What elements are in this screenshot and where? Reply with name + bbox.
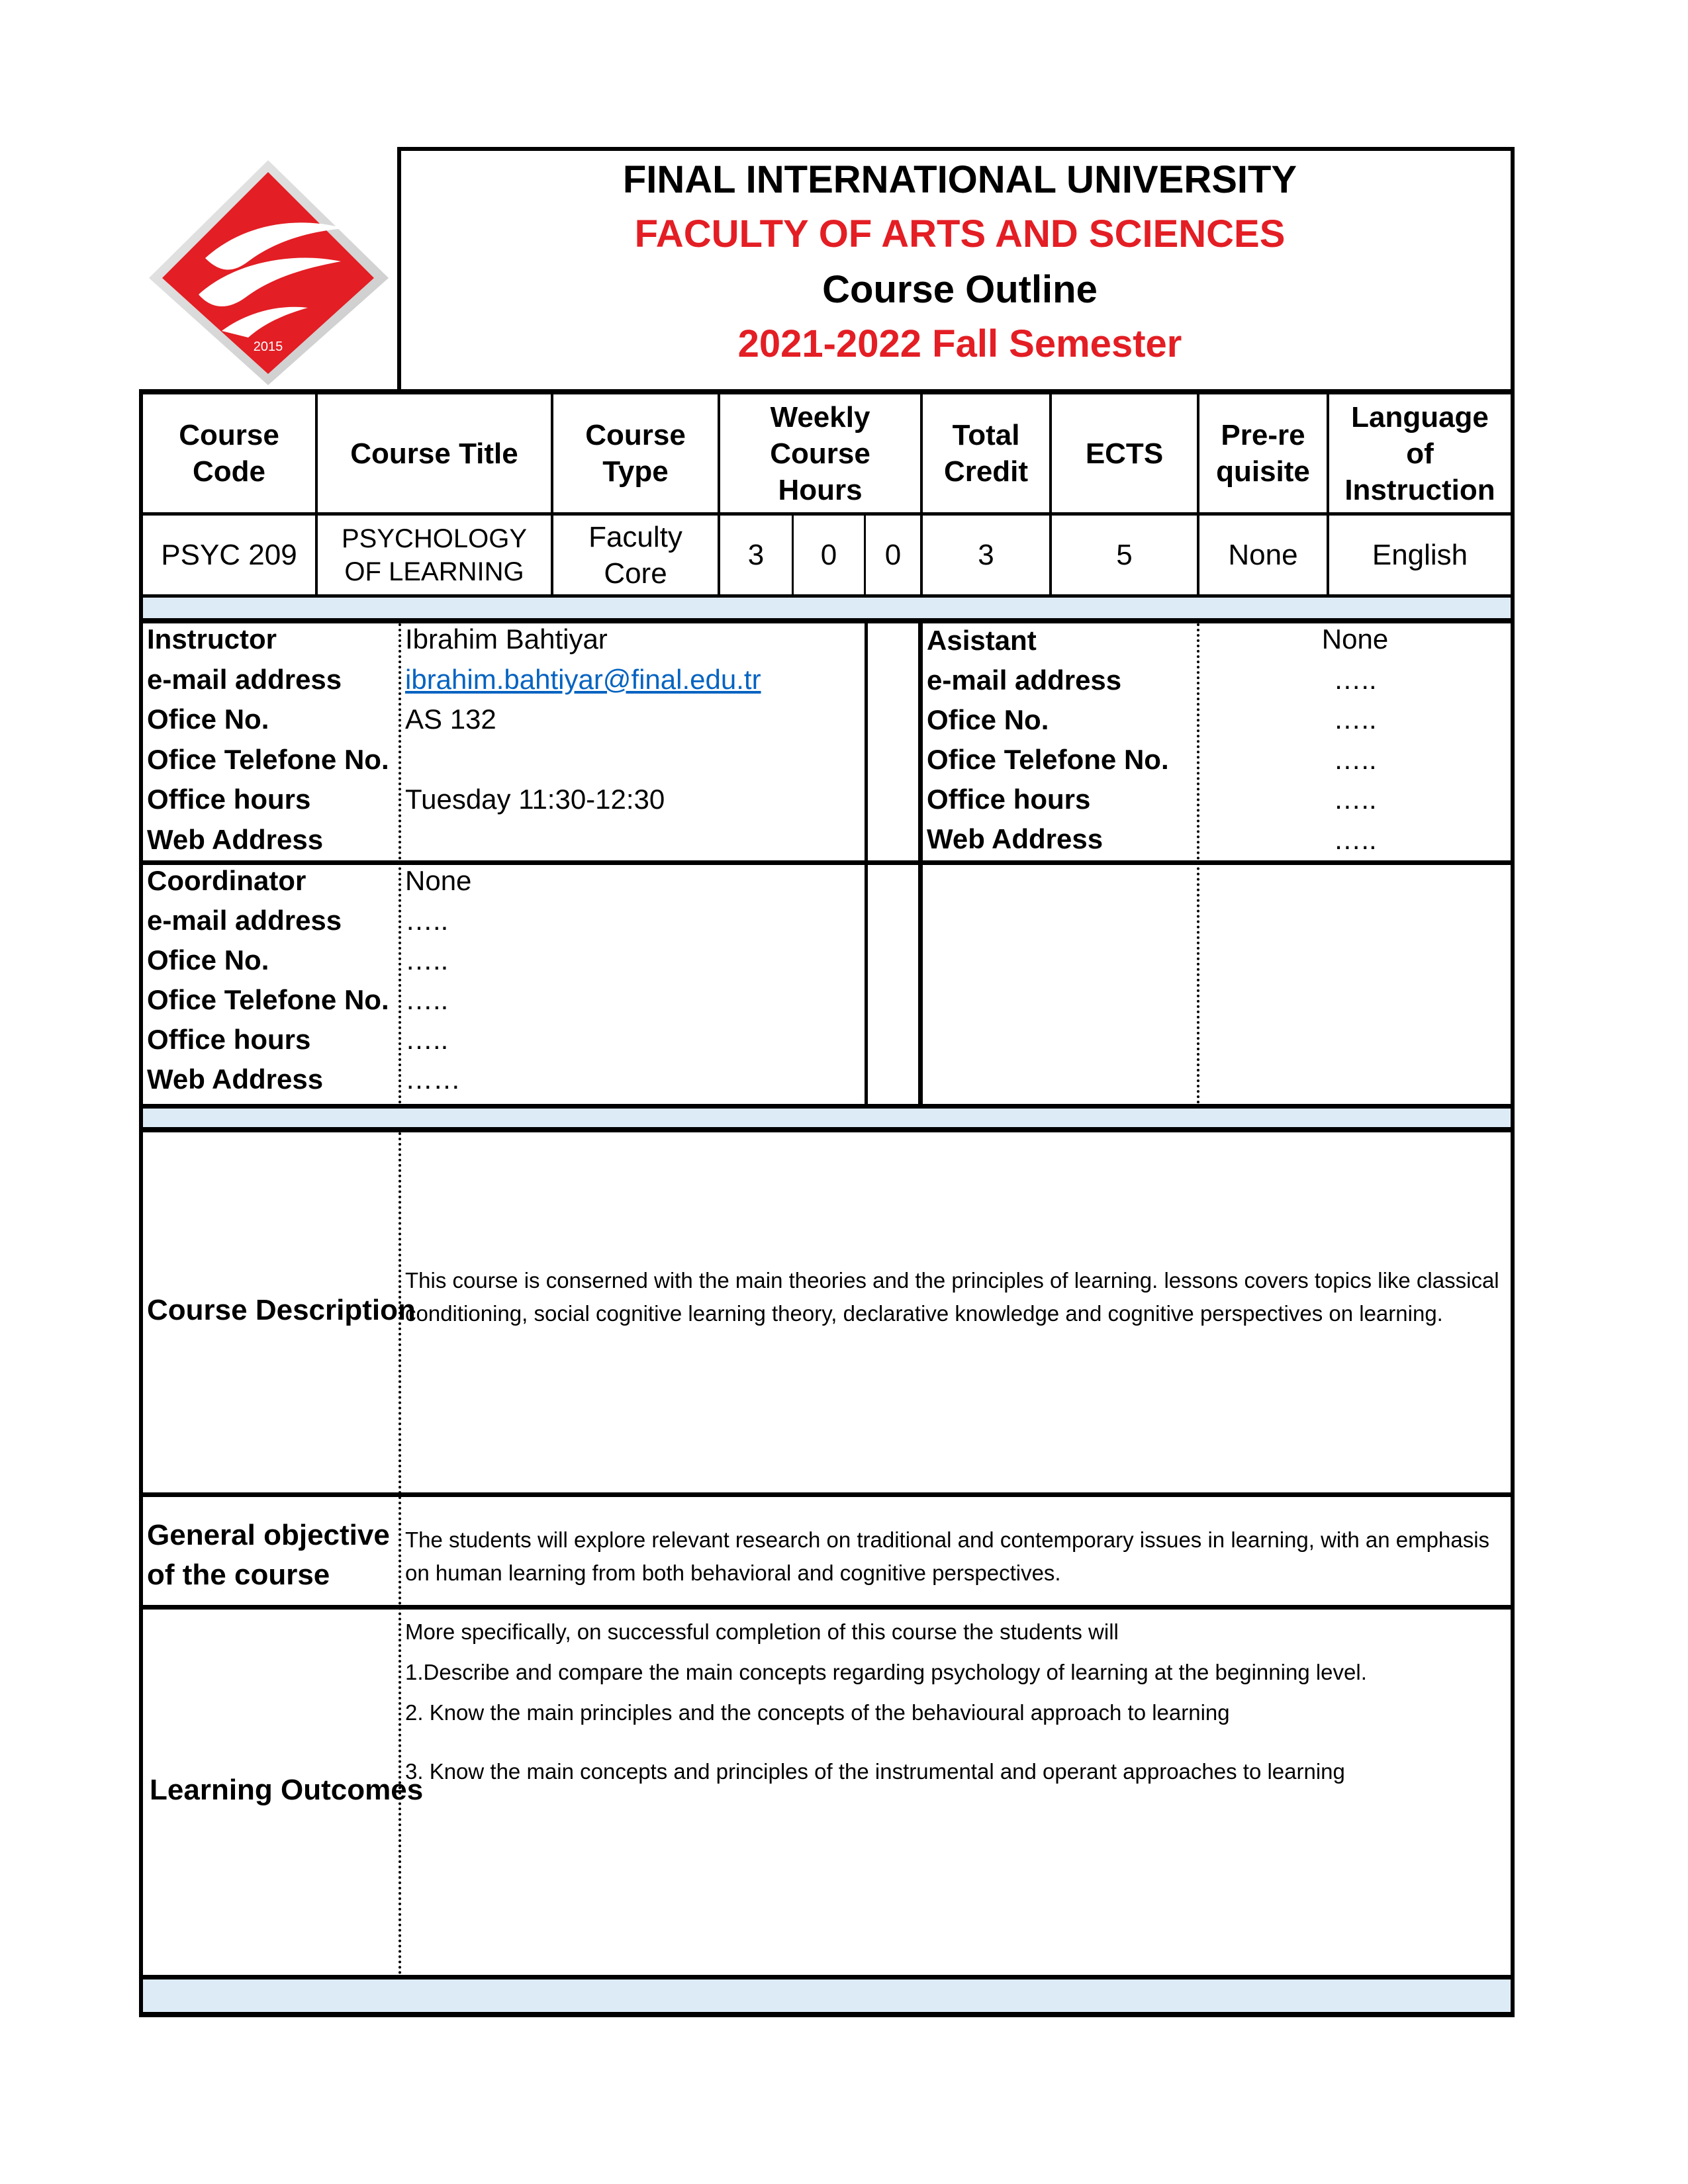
- coordinator-web-label: Web Address: [147, 1064, 324, 1095]
- header-course-type: Course Type: [585, 419, 686, 488]
- semester-title: 2021-2022 Fall Semester: [737, 322, 1182, 365]
- learning-outcomes-intro: More specifically, on successful completion of this course the students will: [405, 1619, 1119, 1644]
- course-description-label: Course Description: [147, 1294, 416, 1326]
- coordinator-label: Coordinator: [147, 865, 306, 896]
- coordinator-email-label: e-mail address: [147, 905, 342, 936]
- instructor-phone-label: Ofice Telefone No.: [147, 744, 389, 775]
- coordinator-hours: …..: [405, 1024, 449, 1055]
- course-description-text: This course is conserned with the main theories and the principles of learning. lessons covers topics like classical conditioning, social cognitive learning theory, declarative knowledge and cognitive perspectives on learning.: [405, 1268, 1499, 1326]
- header-course-code: Course Code: [179, 419, 279, 488]
- assistant-hours-label: Office hours: [927, 784, 1091, 815]
- header-language: Language of Instruction: [1344, 400, 1495, 506]
- coordinator-web: ……: [405, 1064, 461, 1095]
- learning-outcome-item: 3. Know the main concepts and principles of the instrumental and operant approaches to learning: [405, 1759, 1345, 1784]
- learning-outcomes-label: Learning Outcomes: [150, 1774, 424, 1806]
- logo-year: 2015: [253, 340, 283, 354]
- course-type: Faculty Core: [588, 520, 682, 590]
- instructor-hours: Tuesday 11:30-12:30: [405, 784, 665, 815]
- language-value: English: [1372, 539, 1468, 571]
- header-course-title: Course Title: [350, 437, 518, 470]
- instructor-office: AS 132: [405, 704, 496, 735]
- faculty-name: FACULTY OF ARTS AND SCIENCES: [634, 212, 1286, 255]
- coordinator-phone: …..: [405, 984, 449, 1015]
- university-logo: [142, 152, 394, 390]
- instructor-office-label: Ofice No.: [147, 704, 269, 735]
- assistant-web-label: Web Address: [927, 823, 1103, 854]
- instructor-name: Ibrahim Bahtiyar: [405, 623, 608, 655]
- coordinator-office-label: Ofice No.: [147, 944, 269, 976]
- ects-value: 5: [1116, 539, 1133, 571]
- assistant-web: …..: [1333, 824, 1377, 855]
- assistant-phone: …..: [1333, 744, 1377, 775]
- prerequisite-value: None: [1228, 539, 1298, 571]
- learning-outcome-item: 2. Know the main principles and the concepts of the behavioural approach to learning: [405, 1700, 1230, 1725]
- assistant-label: Asistant: [927, 625, 1037, 656]
- assistant-email-label: e-mail address: [927, 664, 1122, 696]
- header-total-credit: Total Credit: [943, 419, 1029, 488]
- general-objective-label: General objective of the course: [147, 1519, 390, 1591]
- assistant-name: None: [1321, 623, 1389, 655]
- coordinator-phone-label: Ofice Telefone No.: [147, 984, 389, 1015]
- header-prerequisite: Pre-requisite: [1216, 419, 1310, 488]
- general-objective-text: The students will explore relevant research on traditional and contemporary issues in learning, with an emphasis on human learning from both behavioral and cognitive perspectives.: [405, 1527, 1490, 1585]
- weekly-hours-theory: 3: [747, 539, 765, 571]
- assistant-office-label: Ofice No.: [927, 704, 1049, 735]
- instructor-hours-label: Office hours: [147, 784, 311, 815]
- total-credit: 3: [978, 539, 994, 571]
- assistant-phone-label: Ofice Telefone No.: [927, 744, 1169, 775]
- weekly-hours-practice: 0: [820, 539, 837, 571]
- coordinator-name: None: [405, 865, 472, 896]
- instructor-label: Instructor: [147, 623, 277, 655]
- instructor-email-link[interactable]: ibrahim.bahtiyar@final.edu.tr: [405, 664, 761, 695]
- learning-outcome-item: 1.Describe and compare the main concepts regarding psychology of learning at the beginning level.: [405, 1660, 1367, 1684]
- instructor-email-label: e-mail address: [147, 664, 342, 695]
- assistant-hours: …..: [1333, 784, 1377, 815]
- header-weekly-hours: Weekly Course Hours: [770, 400, 870, 506]
- coordinator-office: …..: [405, 944, 449, 976]
- instructor-web-label: Web Address: [147, 824, 324, 855]
- coordinator-email: …..: [405, 905, 449, 936]
- course-title: PSYCHOLOGY OF LEARNING: [341, 523, 528, 586]
- course-code: PSYC 209: [161, 539, 297, 571]
- document-title: Course Outline: [822, 268, 1098, 311]
- coordinator-hours-label: Office hours: [147, 1024, 311, 1055]
- assistant-office: …..: [1333, 704, 1377, 735]
- header-ects: ECTS: [1085, 437, 1164, 470]
- assistant-email: …..: [1333, 664, 1377, 695]
- weekly-hours-lab: 0: [884, 539, 902, 571]
- university-name: FINAL INTERNATIONAL UNIVERSITY: [622, 158, 1297, 201]
